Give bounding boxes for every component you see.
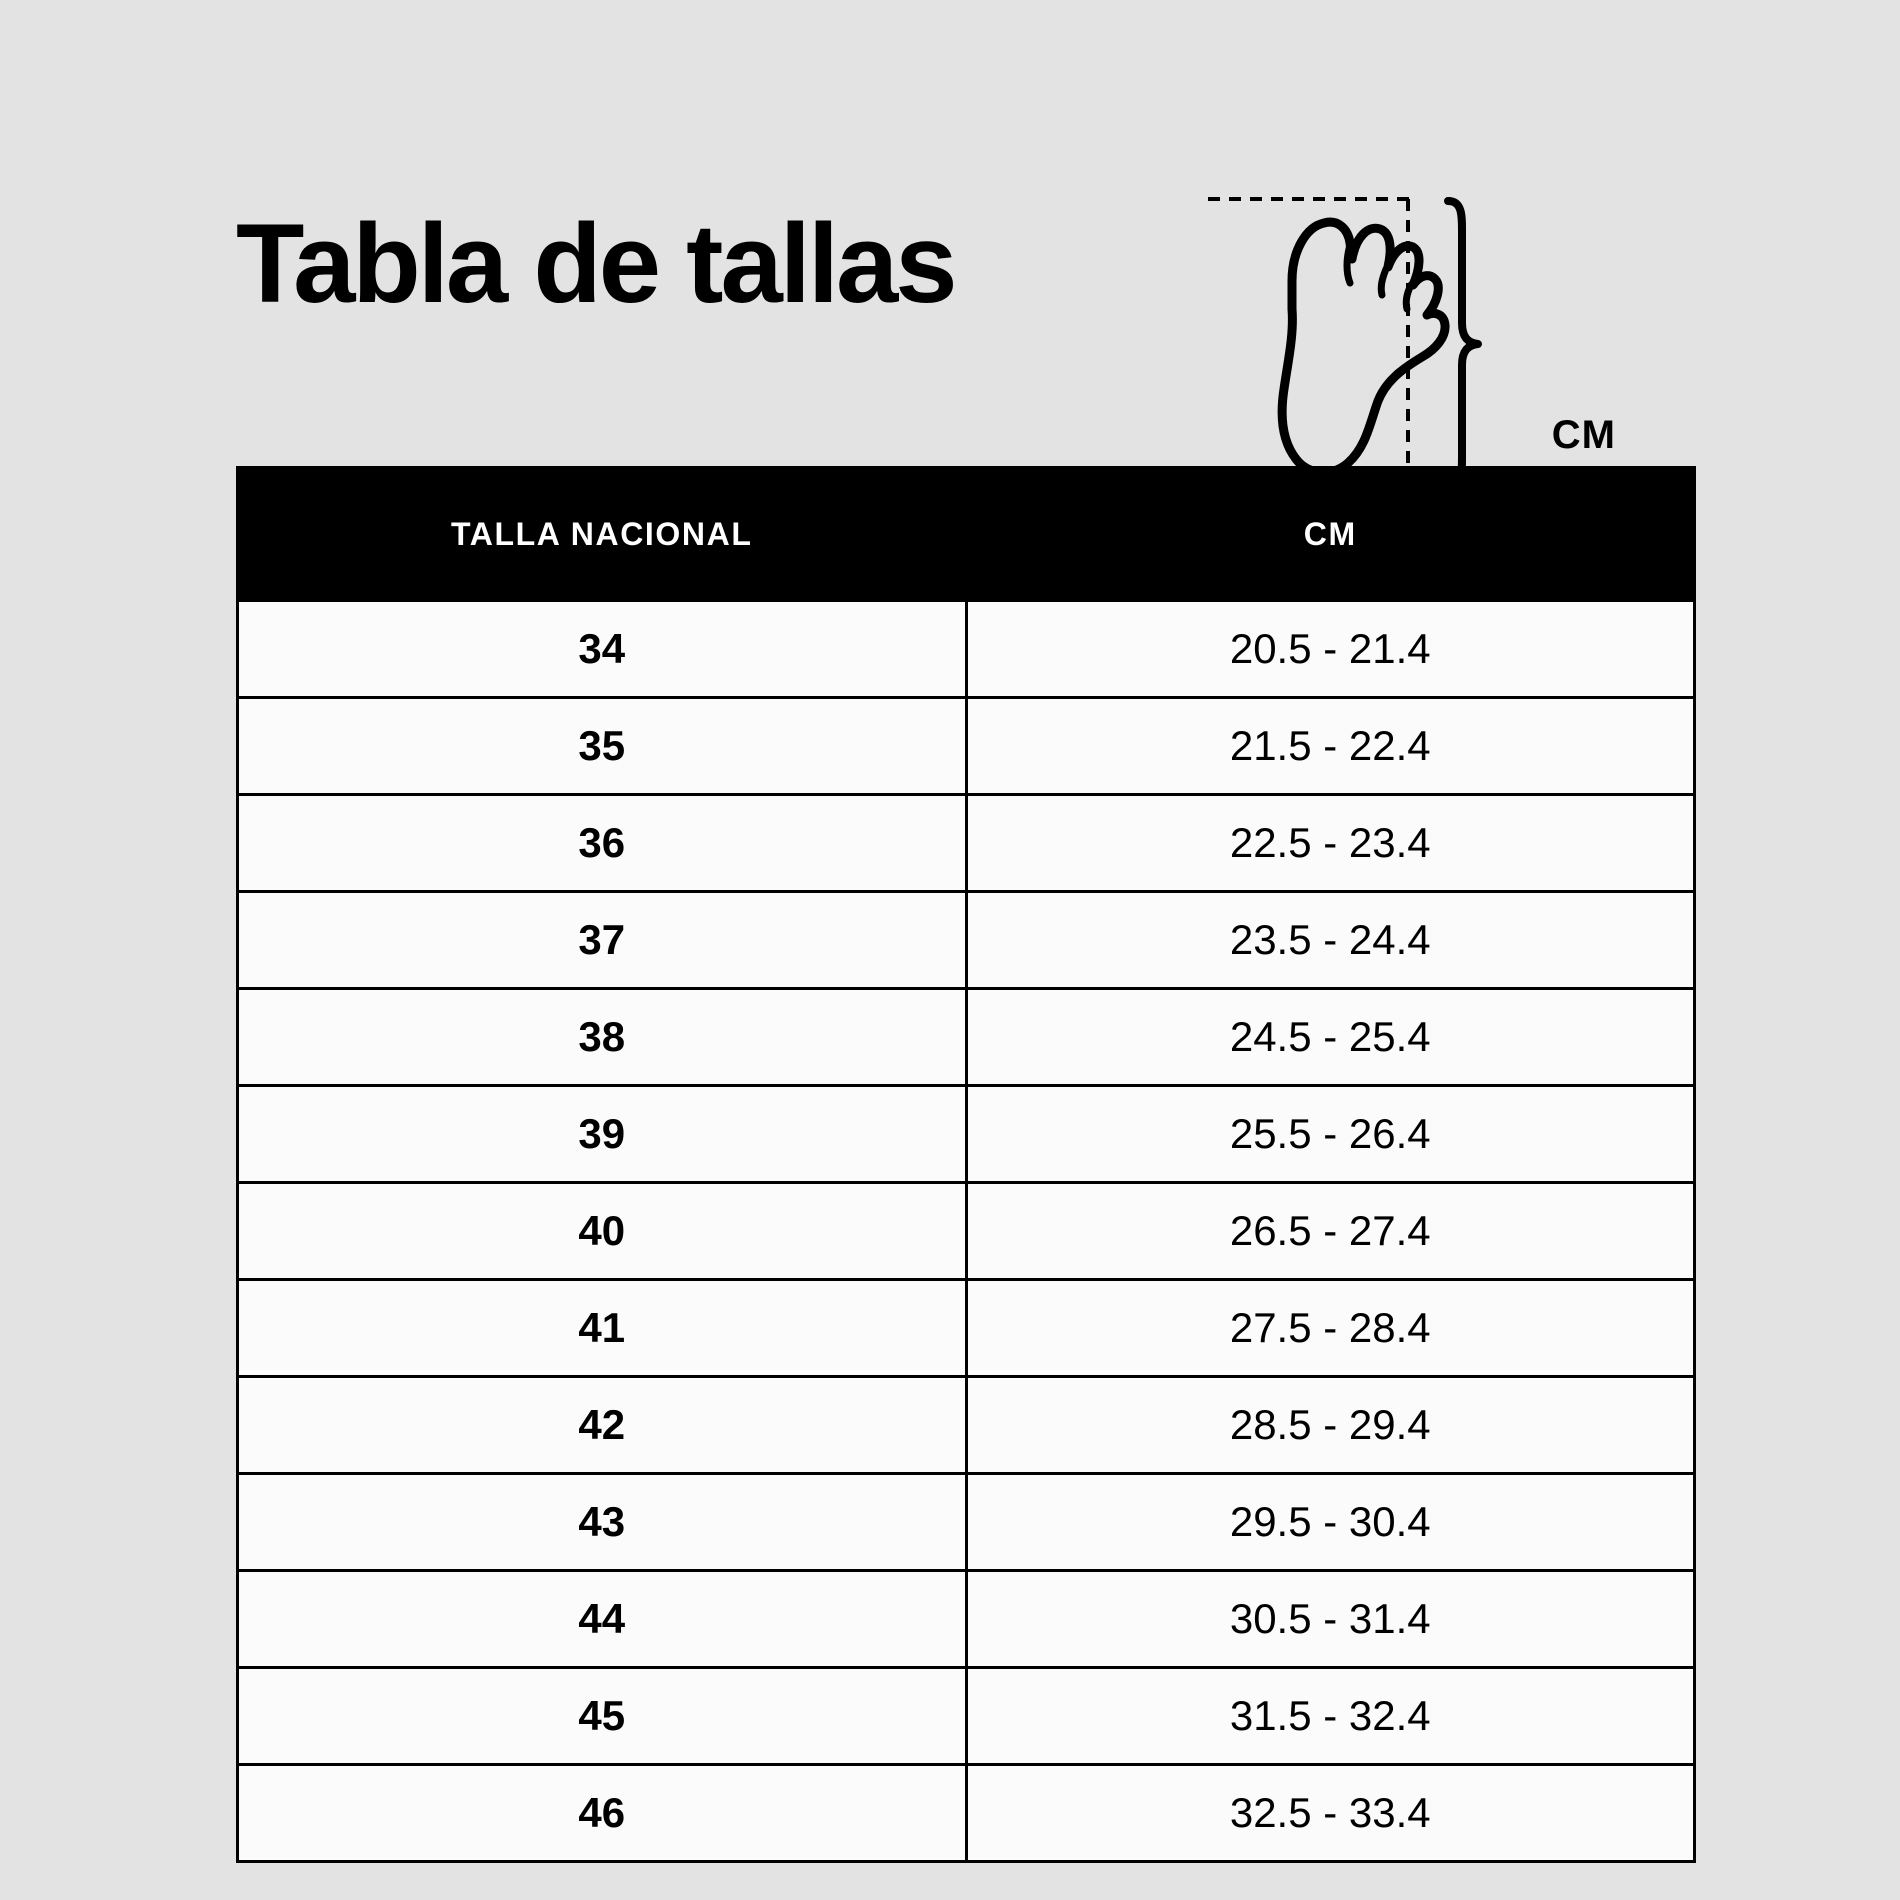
table-row xyxy=(238,1474,1695,1571)
table-row xyxy=(238,698,1695,795)
column-header-talla-nacional: TALLA NACIONAL xyxy=(238,468,967,601)
cell-cm: 30.5 - 31.4 xyxy=(966,1571,1695,1668)
cell-cm: 25.5 - 26.4 xyxy=(966,1086,1695,1183)
cell-cm: 32.5 - 33.4 xyxy=(966,1765,1695,1862)
cell-cm: 23.5 - 24.4 xyxy=(966,892,1695,989)
cell-cm: 22.5 - 23.4 xyxy=(966,795,1695,892)
table-row xyxy=(238,1571,1695,1668)
cell-size: 46 xyxy=(238,1765,967,1862)
cell-size: 34 xyxy=(238,601,967,698)
table-row xyxy=(238,892,1695,989)
cell-cm: 31.5 - 32.4 xyxy=(966,1668,1695,1765)
cell-size: 42 xyxy=(238,1377,967,1474)
table-row xyxy=(238,1183,1695,1280)
size-table-container xyxy=(236,466,1696,1863)
table-row xyxy=(238,1280,1695,1377)
table-header xyxy=(238,468,1695,601)
page-title: Tabla de tallas xyxy=(236,201,955,326)
table-row xyxy=(238,601,1695,698)
cell-size: 39 xyxy=(238,1086,967,1183)
cell-size: 38 xyxy=(238,989,967,1086)
cell-cm: 27.5 - 28.4 xyxy=(966,1280,1695,1377)
table-body xyxy=(238,601,1695,1862)
cell-size: 41 xyxy=(238,1280,967,1377)
cell-size: 43 xyxy=(238,1474,967,1571)
table-row xyxy=(238,1668,1695,1765)
cell-cm: 24.5 - 25.4 xyxy=(966,989,1695,1086)
foot-measure-diagram xyxy=(1196,185,1616,505)
size-table xyxy=(236,466,1696,1863)
cell-size: 40 xyxy=(238,1183,967,1280)
table-row xyxy=(238,989,1695,1086)
table-row xyxy=(238,1765,1695,1862)
cell-size: 36 xyxy=(238,795,967,892)
cell-size: 44 xyxy=(238,1571,967,1668)
cell-cm: 29.5 - 30.4 xyxy=(966,1474,1695,1571)
table-header-row xyxy=(238,468,1695,601)
cell-size: 45 xyxy=(238,1668,967,1765)
table-row xyxy=(238,1377,1695,1474)
cell-cm: 21.5 - 22.4 xyxy=(966,698,1695,795)
cell-cm: 26.5 - 27.4 xyxy=(966,1183,1695,1280)
cm-bracket-label: CM xyxy=(1551,413,1616,457)
cell-cm: 28.5 - 29.4 xyxy=(966,1377,1695,1474)
column-header-cm: CM xyxy=(966,468,1695,601)
cell-cm: 20.5 - 21.4 xyxy=(966,601,1695,698)
table-row xyxy=(238,795,1695,892)
table-row xyxy=(238,1086,1695,1183)
cell-size: 35 xyxy=(238,698,967,795)
cell-size: 37 xyxy=(238,892,967,989)
